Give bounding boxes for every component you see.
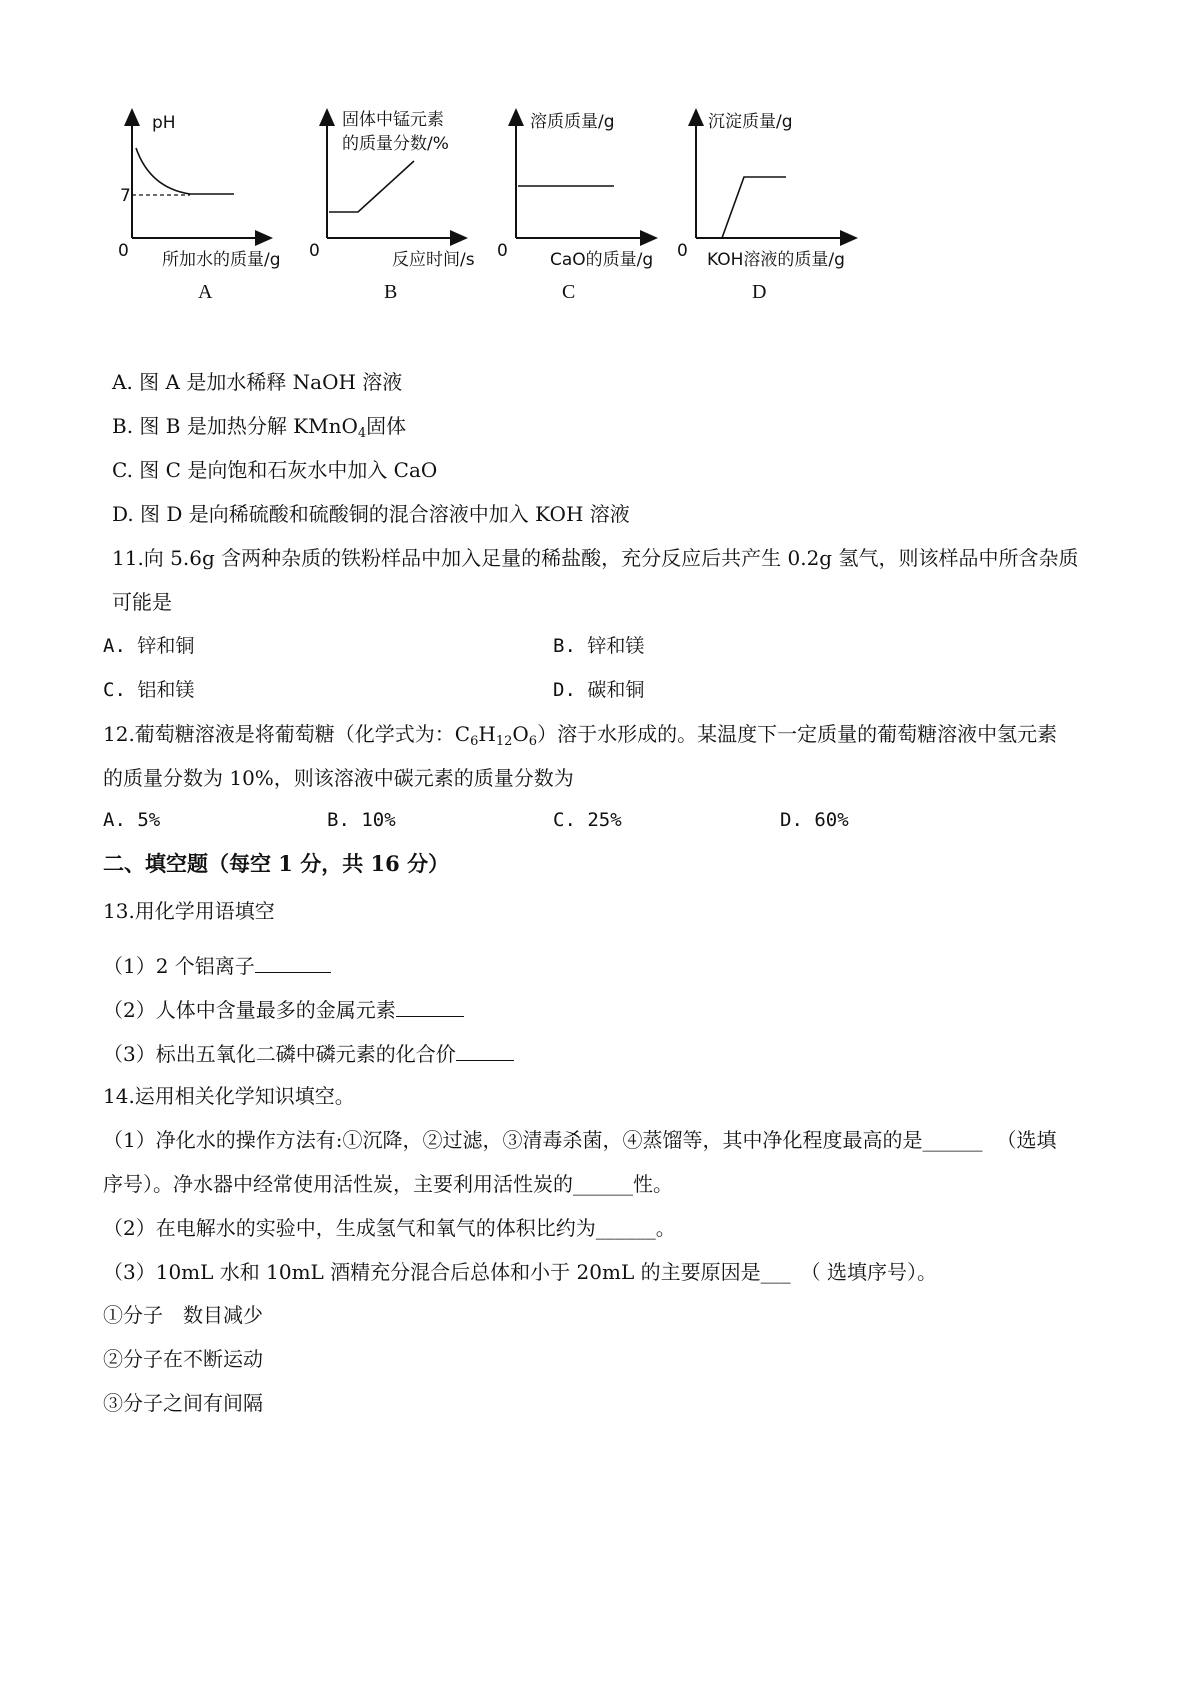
graph-d bbox=[677, 112, 850, 303]
q14-part-1-line2-text: 序号）。净水器中经常使用活性炭，主要利用活性炭的 bbox=[103, 1172, 573, 1196]
graph-a-letter: A bbox=[198, 281, 213, 303]
q14-part-1-text: （1）净化水的操作方法有:①沉降，②过滤，③清毒杀菌，④蒸馏等，其中净化程度最高的是 bbox=[103, 1128, 923, 1152]
q13-blank-2[interactable] bbox=[396, 996, 464, 1017]
q12-option-d: D. 60% bbox=[780, 809, 849, 831]
q13-part-2-text: （2）人体中含量最多的金属元素 bbox=[103, 998, 396, 1022]
graph-b bbox=[309, 110, 475, 303]
q12-stem-post: ）溶于水形成的。某温度下一定质量的葡萄糖溶液中氢元素 bbox=[537, 722, 1058, 746]
q14-blank-2[interactable]: ______ bbox=[573, 1172, 633, 1196]
q14-part-3-post: （ 选填序号）。 bbox=[800, 1260, 937, 1284]
q10-option-a: A. 图 A 是加水稀释 NaOH 溶液 bbox=[112, 370, 403, 394]
q11-option-c: C. 铝和镁 bbox=[103, 679, 195, 701]
graph-b-ylabel-1: 固体中锰元素 bbox=[342, 110, 444, 130]
graphs-row bbox=[110, 108, 970, 338]
q11-option-b: B. 锌和镁 bbox=[553, 635, 645, 657]
graph-c-ylabel: 溶质质量/g bbox=[530, 112, 615, 132]
q14-part-2-text: （2）在电解水的实验中，生成氢气和氧气的体积比约为 bbox=[103, 1216, 596, 1240]
q12-stem-pre: 12.葡萄糖溶液是将葡萄糖（化学式为：C bbox=[103, 722, 471, 746]
graph-c bbox=[497, 112, 653, 303]
q12-option-c: C. 25% bbox=[553, 809, 622, 831]
q13-part-3 bbox=[103, 1040, 514, 1068]
q14-part-2-post: 。 bbox=[655, 1216, 676, 1240]
q11-stem-line1: 11.向 5.6g 含两种杂质的铁粉样品中加入足量的稀盐酸，充分反应后共产生 0.2g 氢气，则该样品中所含杂质 bbox=[112, 546, 1079, 570]
q12-mid-2: O bbox=[512, 722, 529, 746]
q13-part-3-text: （3）标出五氧化二磷中磷元素的化合价 bbox=[103, 1042, 456, 1066]
q12-option-b: B. 10% bbox=[327, 809, 396, 831]
q14-part-3-text: （3）10mL 水和 10mL 酒精充分混合后总体和小于 20mL 的主要原因是 bbox=[103, 1260, 761, 1284]
q10-option-b-text: B. 图 B 是加热分解 KMnO bbox=[112, 414, 358, 438]
section-2-heading: 二、填空题（每空 1 分，共 16 分） bbox=[103, 851, 450, 876]
graph-d-letter: D bbox=[752, 281, 767, 303]
q14-stem: 14.运用相关化学知识填空。 bbox=[103, 1084, 355, 1108]
q14-blank-1[interactable]: ______ bbox=[922, 1128, 983, 1152]
graph-a bbox=[118, 113, 281, 303]
q13-blank-3[interactable] bbox=[456, 1040, 514, 1061]
q14-blank-4[interactable]: ___ bbox=[760, 1260, 791, 1284]
q13-part-1-text: （1）2 个铝离子 bbox=[103, 954, 255, 978]
graph-b-letter: B bbox=[384, 281, 398, 303]
q14-part-1-line1 bbox=[103, 1126, 1056, 1154]
graph-d-origin: 0 bbox=[677, 241, 688, 261]
q10-option-d: D. 图 D 是向稀硫酸和硫酸铜的混合溶液中加入 KOH 溶液 bbox=[112, 502, 630, 526]
graph-b-xlabel: 反应时间/s bbox=[392, 250, 475, 270]
q14-blank-3[interactable]: ______ bbox=[595, 1216, 656, 1240]
q13-stem: 13.用化学用语填空 bbox=[103, 899, 275, 923]
q12-sub-3: 6 bbox=[528, 734, 538, 749]
q13-part-1 bbox=[103, 952, 331, 980]
q12-stem-line1 bbox=[103, 720, 1057, 748]
q12-sub-2: 12 bbox=[495, 734, 513, 749]
q10-option-c: C. 图 C 是向饱和石灰水中加入 CaO bbox=[112, 458, 438, 482]
q12-option-a: A. 5% bbox=[103, 809, 161, 831]
q14-choice-2: ②分子在不断运动 bbox=[103, 1347, 263, 1371]
q12-stem-line2: 的质量分数为 10%，则该溶液中碳元素的质量分数为 bbox=[103, 766, 574, 790]
q12-mid-1: H bbox=[478, 722, 496, 746]
graph-a-tick-7: 7 bbox=[120, 186, 131, 206]
graph-a-origin: 0 bbox=[118, 241, 129, 261]
graph-a-curve bbox=[136, 148, 234, 194]
q13-blank-1[interactable] bbox=[255, 952, 331, 973]
q14-part-1-post: （选填 bbox=[996, 1128, 1057, 1152]
graph-a-ylabel: pH bbox=[152, 113, 176, 133]
q11-stem-line2: 可能是 bbox=[112, 590, 172, 614]
q14-part-2 bbox=[103, 1214, 676, 1242]
graph-b-curve bbox=[329, 161, 414, 212]
q11-option-d: D. 碳和铜 bbox=[553, 679, 645, 701]
q10-option-b-post: 固体 bbox=[366, 414, 407, 438]
graph-d-ylabel: 沉淀质量/g bbox=[708, 112, 793, 132]
graph-c-xlabel: CaO的质量/g bbox=[550, 250, 654, 270]
q11-option-a: A. 锌和铜 bbox=[103, 635, 195, 657]
graph-a-xlabel: 所加水的质量/g bbox=[162, 250, 281, 270]
q14-part-1-line2-post: 性。 bbox=[633, 1172, 673, 1196]
q12-sub-1: 6 bbox=[470, 734, 479, 749]
q14-part-1-line2 bbox=[103, 1170, 673, 1198]
q14-choice-1: ①分子 数目减少 bbox=[103, 1303, 263, 1327]
graphs-svg bbox=[110, 108, 970, 338]
q14-part-3 bbox=[103, 1258, 937, 1286]
graph-d-xlabel: KOH溶液的质量/g bbox=[707, 250, 845, 270]
graph-b-ylabel-2: 的质量分数/% bbox=[342, 134, 449, 154]
q10-option-b-sub: 4 bbox=[357, 426, 367, 441]
graph-b-origin: 0 bbox=[309, 241, 320, 261]
graph-c-letter: C bbox=[562, 281, 576, 303]
q10-option-b bbox=[112, 412, 406, 440]
graph-d-curve bbox=[698, 177, 786, 238]
graph-c-origin: 0 bbox=[497, 241, 508, 261]
q13-part-2 bbox=[103, 996, 464, 1024]
q14-choice-3: ③分子之间有间隔 bbox=[103, 1391, 263, 1415]
